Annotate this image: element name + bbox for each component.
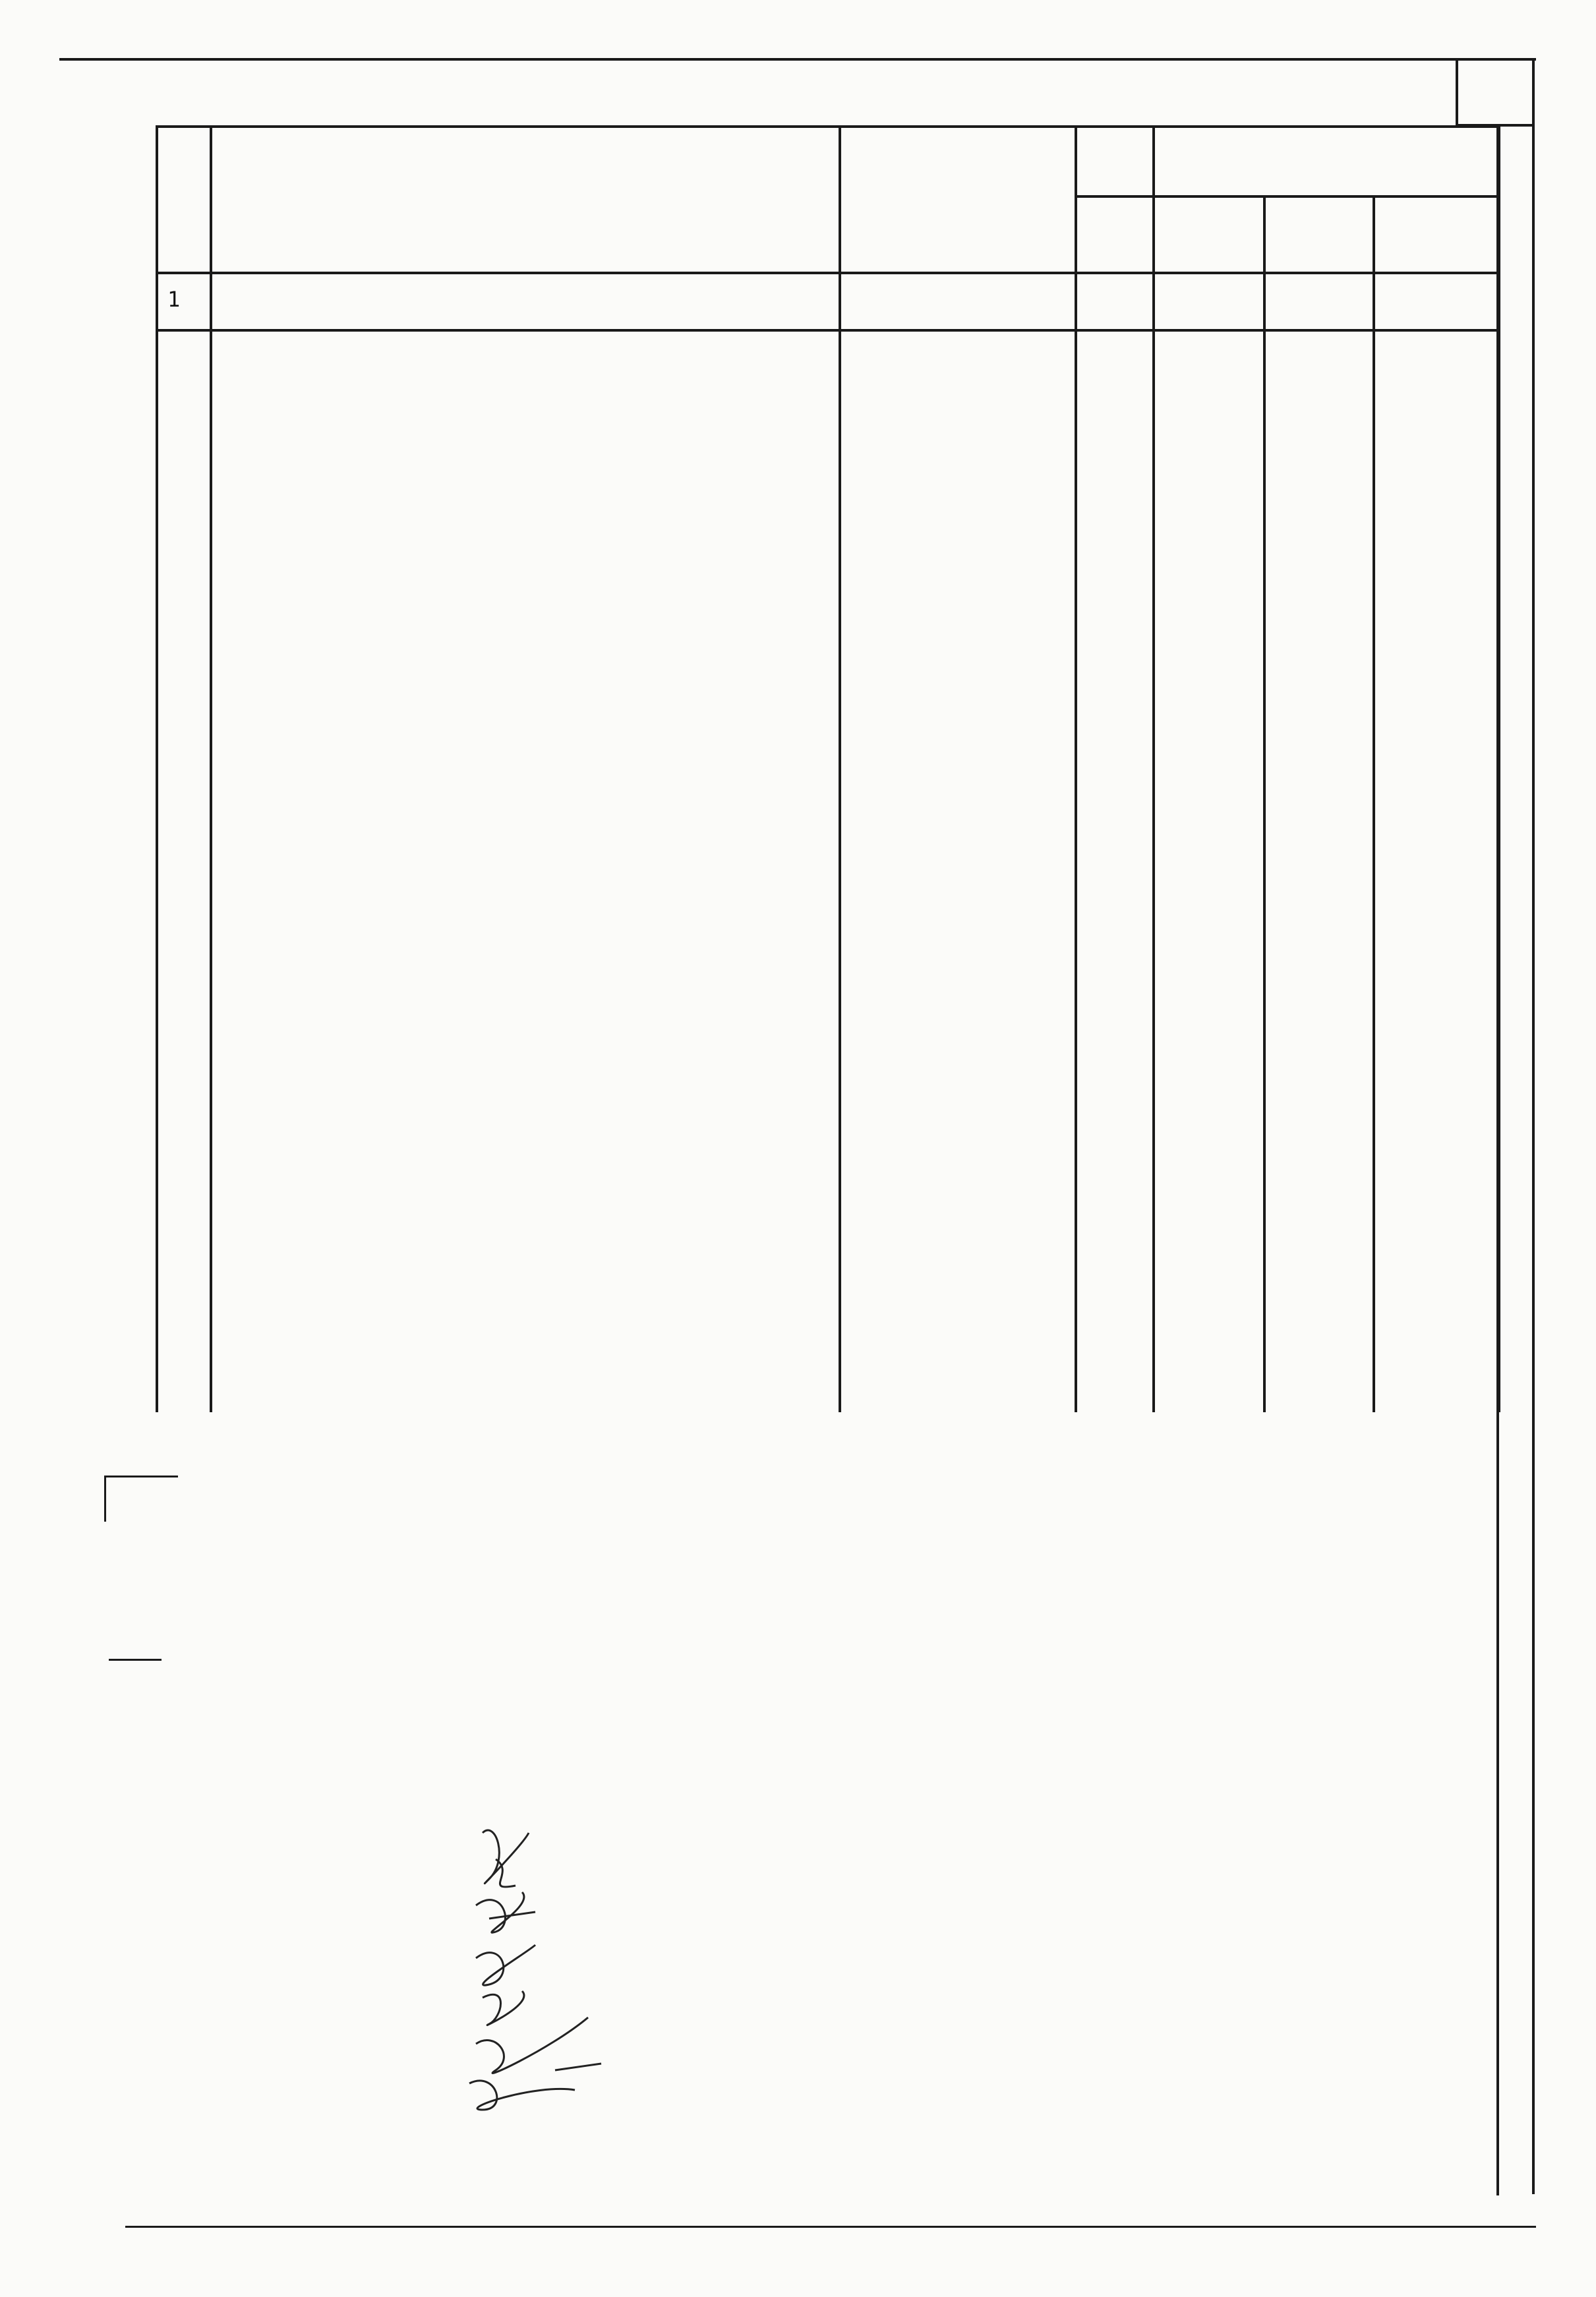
row-line	[156, 329, 1498, 332]
table-top-line	[156, 125, 1498, 128]
header-mid-line	[1075, 195, 1498, 198]
page-number-box	[1456, 58, 1458, 125]
header-bottom-line	[156, 272, 1498, 274]
column-line	[1263, 195, 1266, 1412]
column-line	[1075, 125, 1077, 1412]
column-line	[156, 125, 158, 1412]
row-number: 1	[167, 287, 181, 313]
signatures-scribble	[456, 1820, 647, 2123]
top-rule	[59, 58, 1536, 61]
column-line	[1498, 125, 1500, 1412]
column-line	[1152, 125, 1155, 1412]
column-line	[210, 125, 212, 1412]
column-line	[839, 125, 841, 1412]
column-line	[1373, 195, 1375, 1412]
frame-right	[1532, 58, 1535, 2194]
